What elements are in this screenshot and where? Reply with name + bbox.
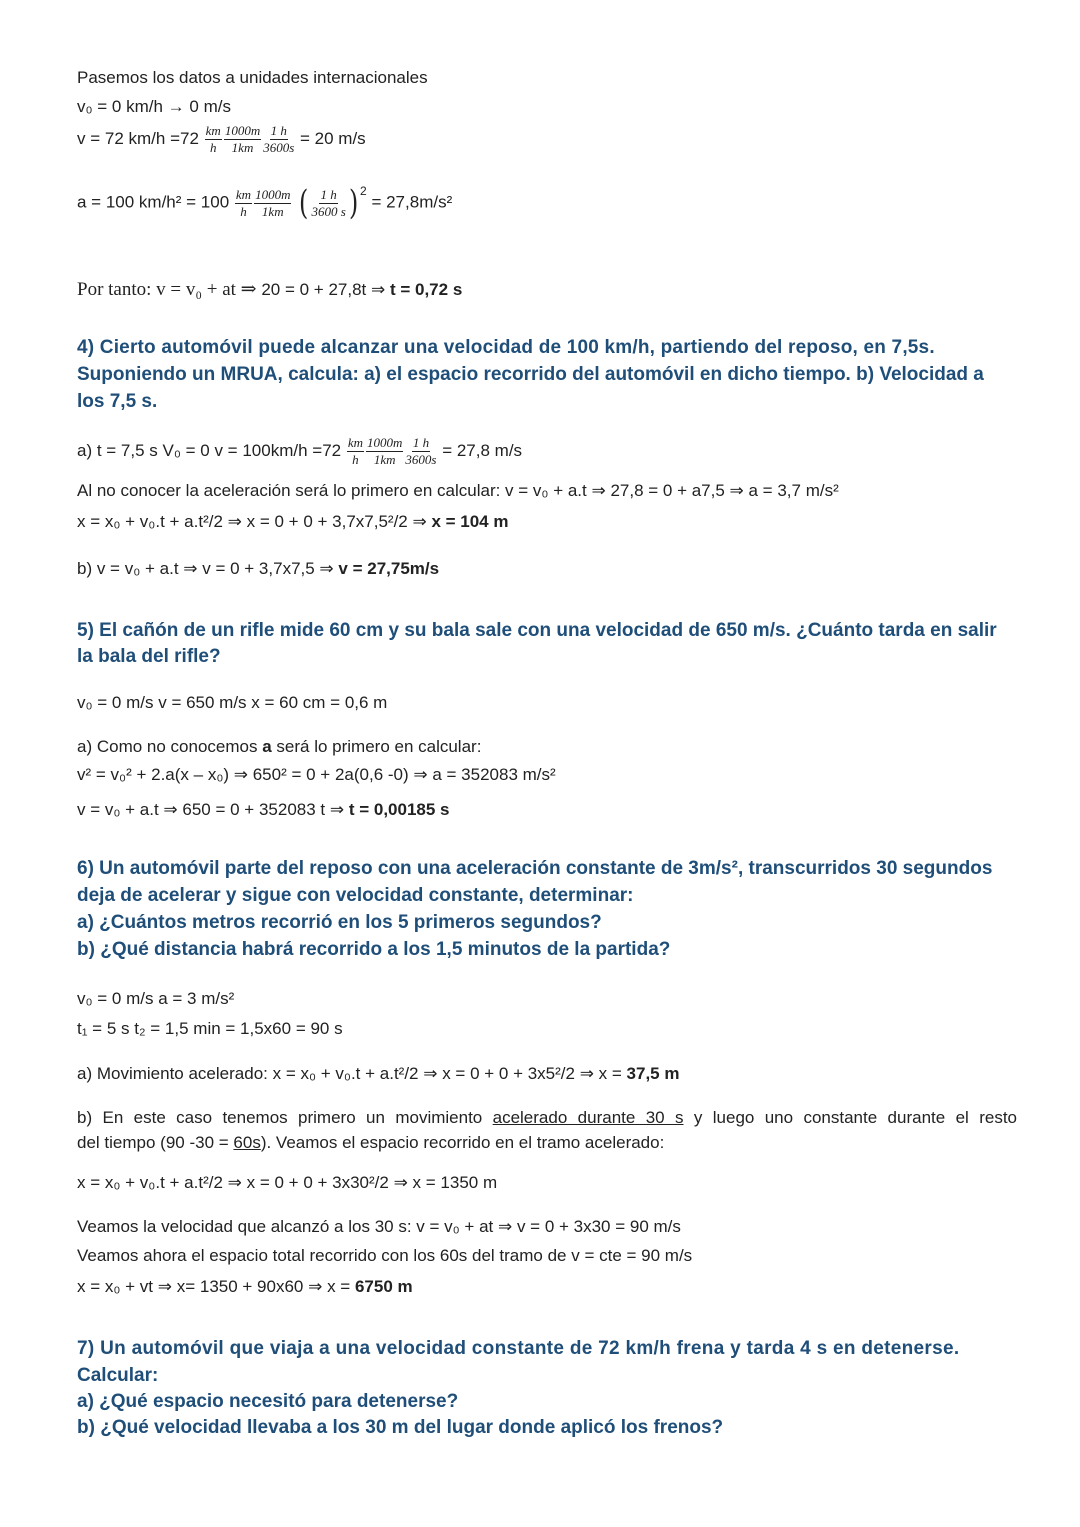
p4-answer-3: x = x₀ + v₀.t + a.t²/2 ⇒ x = 0 + 0 + 3,7x7,5²/2 ⇒ x = 104 m — [77, 512, 509, 531]
fraction: $\frac{km}{h}$ — [347, 435, 364, 467]
p6-answer-b-3: x = x₀ + v₀.t + a.t²/2 ⇒ x = 0 + 0 + 3x30²/2 ⇒ x = 1350 m — [77, 1173, 498, 1192]
p6-question-2: deja de acelerar y sigue con velocidad constante, determinar: — [77, 885, 634, 906]
p6-data-2: t₁ = 5 s t₂ = 1,5 min = 1,5x60 = 90 s — [77, 1019, 343, 1038]
fraction: $\frac{1000m}{1km}$ — [224, 123, 261, 155]
p4-result-v: v = 27,75m/s — [338, 559, 440, 578]
p4-answer-b: b) v = v₀ + a.t ⇒ v = 0 + 3,7x7,5 ⇒ v = 27,75m/s — [77, 559, 440, 578]
p6-answer-a: a) Movimiento acelerado: x = x₀ + v₀.t + a.t²/2 ⇒ x = 0 + 0 + 3x5²/2 ⇒ x = 37,5 m — [77, 1064, 680, 1083]
left-paren: ( — [299, 183, 309, 223]
p7-question-1: 7) Un automóvil que viaja a una velocidad constante de 72 km/h frena y tarda 4 s en detenerse. — [77, 1338, 960, 1359]
p6-question-4: b) ¿Qué distancia habrá recorrido a los 1,5 minutos de la partida? — [77, 939, 671, 960]
p5-question-1: 5) El cañón de un rifle mide 60 cm y su bala sale con una velocidad de 650 m/s. ¿Cuánto tarda en salir — [77, 620, 997, 641]
fraction: $\frac{1000m}{1km}$ — [367, 435, 403, 467]
p4-question-1: 4) Cierto automóvil puede alcanzar una velocidad de 100 km/h, partiendo del reposo, en 7,5s. — [77, 337, 935, 358]
p5-data: v₀ = 0 m/s v = 650 m/s x = 60 cm = 0,6 m — [77, 693, 388, 712]
p4-result-x: x = 104 m — [431, 512, 509, 531]
p6-result-b: 6750 m — [354, 1277, 413, 1296]
intro-line-3-post: = 20 m/s — [300, 128, 366, 148]
p5-result-t: t = 0,00185 s — [348, 800, 450, 819]
p5-answer-2: v² = v₀² + 2.a(x – x₀) ⇒ 650² = 0 + 2a(0,6 -0) ⇒ a = 352083 m/s² — [77, 765, 556, 784]
p7-question-3: a) ¿Qué espacio necesitó para detenerse? — [77, 1391, 459, 1412]
intro-line-1: Pasemos los datos a unidades internacionales — [77, 68, 428, 87]
right-paren: ) — [348, 183, 359, 223]
p6-answer-b-5: Veamos ahora el espacio total recorrido con los 60s del tramo de v = cte = 90 m/s — [77, 1246, 693, 1265]
intro-line-4-pre: a = 100 km/h² = 100 — [77, 192, 230, 212]
p6-answer-b-2: del tiempo (90 -30 = 60s). Veamos el espacio recorrido en el tramo acelerado: — [77, 1133, 665, 1152]
p4-question-2: Suponiendo un MRUA, calcula: a) el espacio recorrido del automóvil en dicho tiempo. b) Velocidad a — [77, 364, 984, 385]
exponent: 2 — [360, 184, 367, 199]
fraction: $\frac{km}{h}$ — [235, 186, 252, 219]
p4-answer-1: a) t = 7,5 s V₀ = 0 v = 100km/h =72 $\frac{km}{h}$ $\frac{1000m}{1km}$ $\frac{1 h}{3600s}$ = 27,8 m/s — [77, 435, 523, 467]
p5-question-2: la bala del rifle? — [77, 646, 221, 667]
intro-line-4-post: = 27,8m/s² — [371, 192, 453, 212]
fraction: $\frac{1 h}{3600s}$ — [405, 435, 437, 467]
p7-question-4: b) ¿Qué velocidad llevaba a los 30 m del lugar donde aplicó los frenos? — [77, 1417, 724, 1438]
p5-answer-1: a) Como no conocemos a será lo primero en calcular: — [77, 737, 482, 756]
p6-answer-b-4: Veamos la velocidad que alcanzó a los 30 s: v = v₀ + at ⇒ v = 0 + 3x30 = 90 m/s — [77, 1217, 681, 1236]
p6-result-a: 37,5 m — [626, 1064, 680, 1083]
intro-line-3-pre: v = 72 km/h =72 — [77, 128, 199, 148]
p4-answer-2: Al no conocer la aceleración será lo primero en calcular: v = v₀ + a.t ⇒ 27,8 = 0 + a7,5 ⇒ a = 3,7 m/s² — [77, 481, 839, 500]
fraction: $\frac{1 h}{3600 s}$ — [311, 186, 346, 219]
fraction: $\frac{km}{h}$ — [205, 123, 221, 155]
intro-line-5: Por tanto: v = v₀ + at ⇒ 20 = 0 + 27,8t ⇒ t = 0,72 s — [77, 279, 463, 300]
p7-question-2: Calcular: — [77, 1365, 159, 1386]
p5-answer-3: v = v₀ + a.t ⇒ 650 = 0 + 352083 t ⇒ t = 0,00185 s — [77, 800, 450, 819]
p6-answer-b-6: x = x₀ + vt ⇒ x= 1350 + 90x60 ⇒ x = 6750 m — [77, 1277, 413, 1296]
intro-line-4 — [77, 183, 453, 223]
fraction: $\frac{1 h}{3600s}$ — [263, 123, 295, 155]
p4-question-3: los 7,5 s. — [77, 391, 158, 412]
p6-question-1: 6) Un automóvil parte del reposo con una aceleración constante de 3m/s², transcurridos 30 segundos — [77, 858, 993, 879]
p6-question-3: a) ¿Cuántos metros recorrió en los 5 primeros segundos? — [77, 912, 602, 933]
fraction: $\frac{1000m}{1km}$ — [255, 186, 291, 219]
p6-data-1: v₀ = 0 m/s a = 3 m/s² — [77, 989, 235, 1008]
intro-result: t = 0,72 s — [389, 280, 463, 299]
intro-line-2: v₀ = 0 km/h → 0 m/s — [77, 97, 231, 116]
intro-line-3 — [77, 124, 366, 155]
p6-answer-b-1: b) En este caso tenemos primero un movimiento acelerado durante 30 s y luego uno constante durante el resto — [77, 1108, 1017, 1127]
